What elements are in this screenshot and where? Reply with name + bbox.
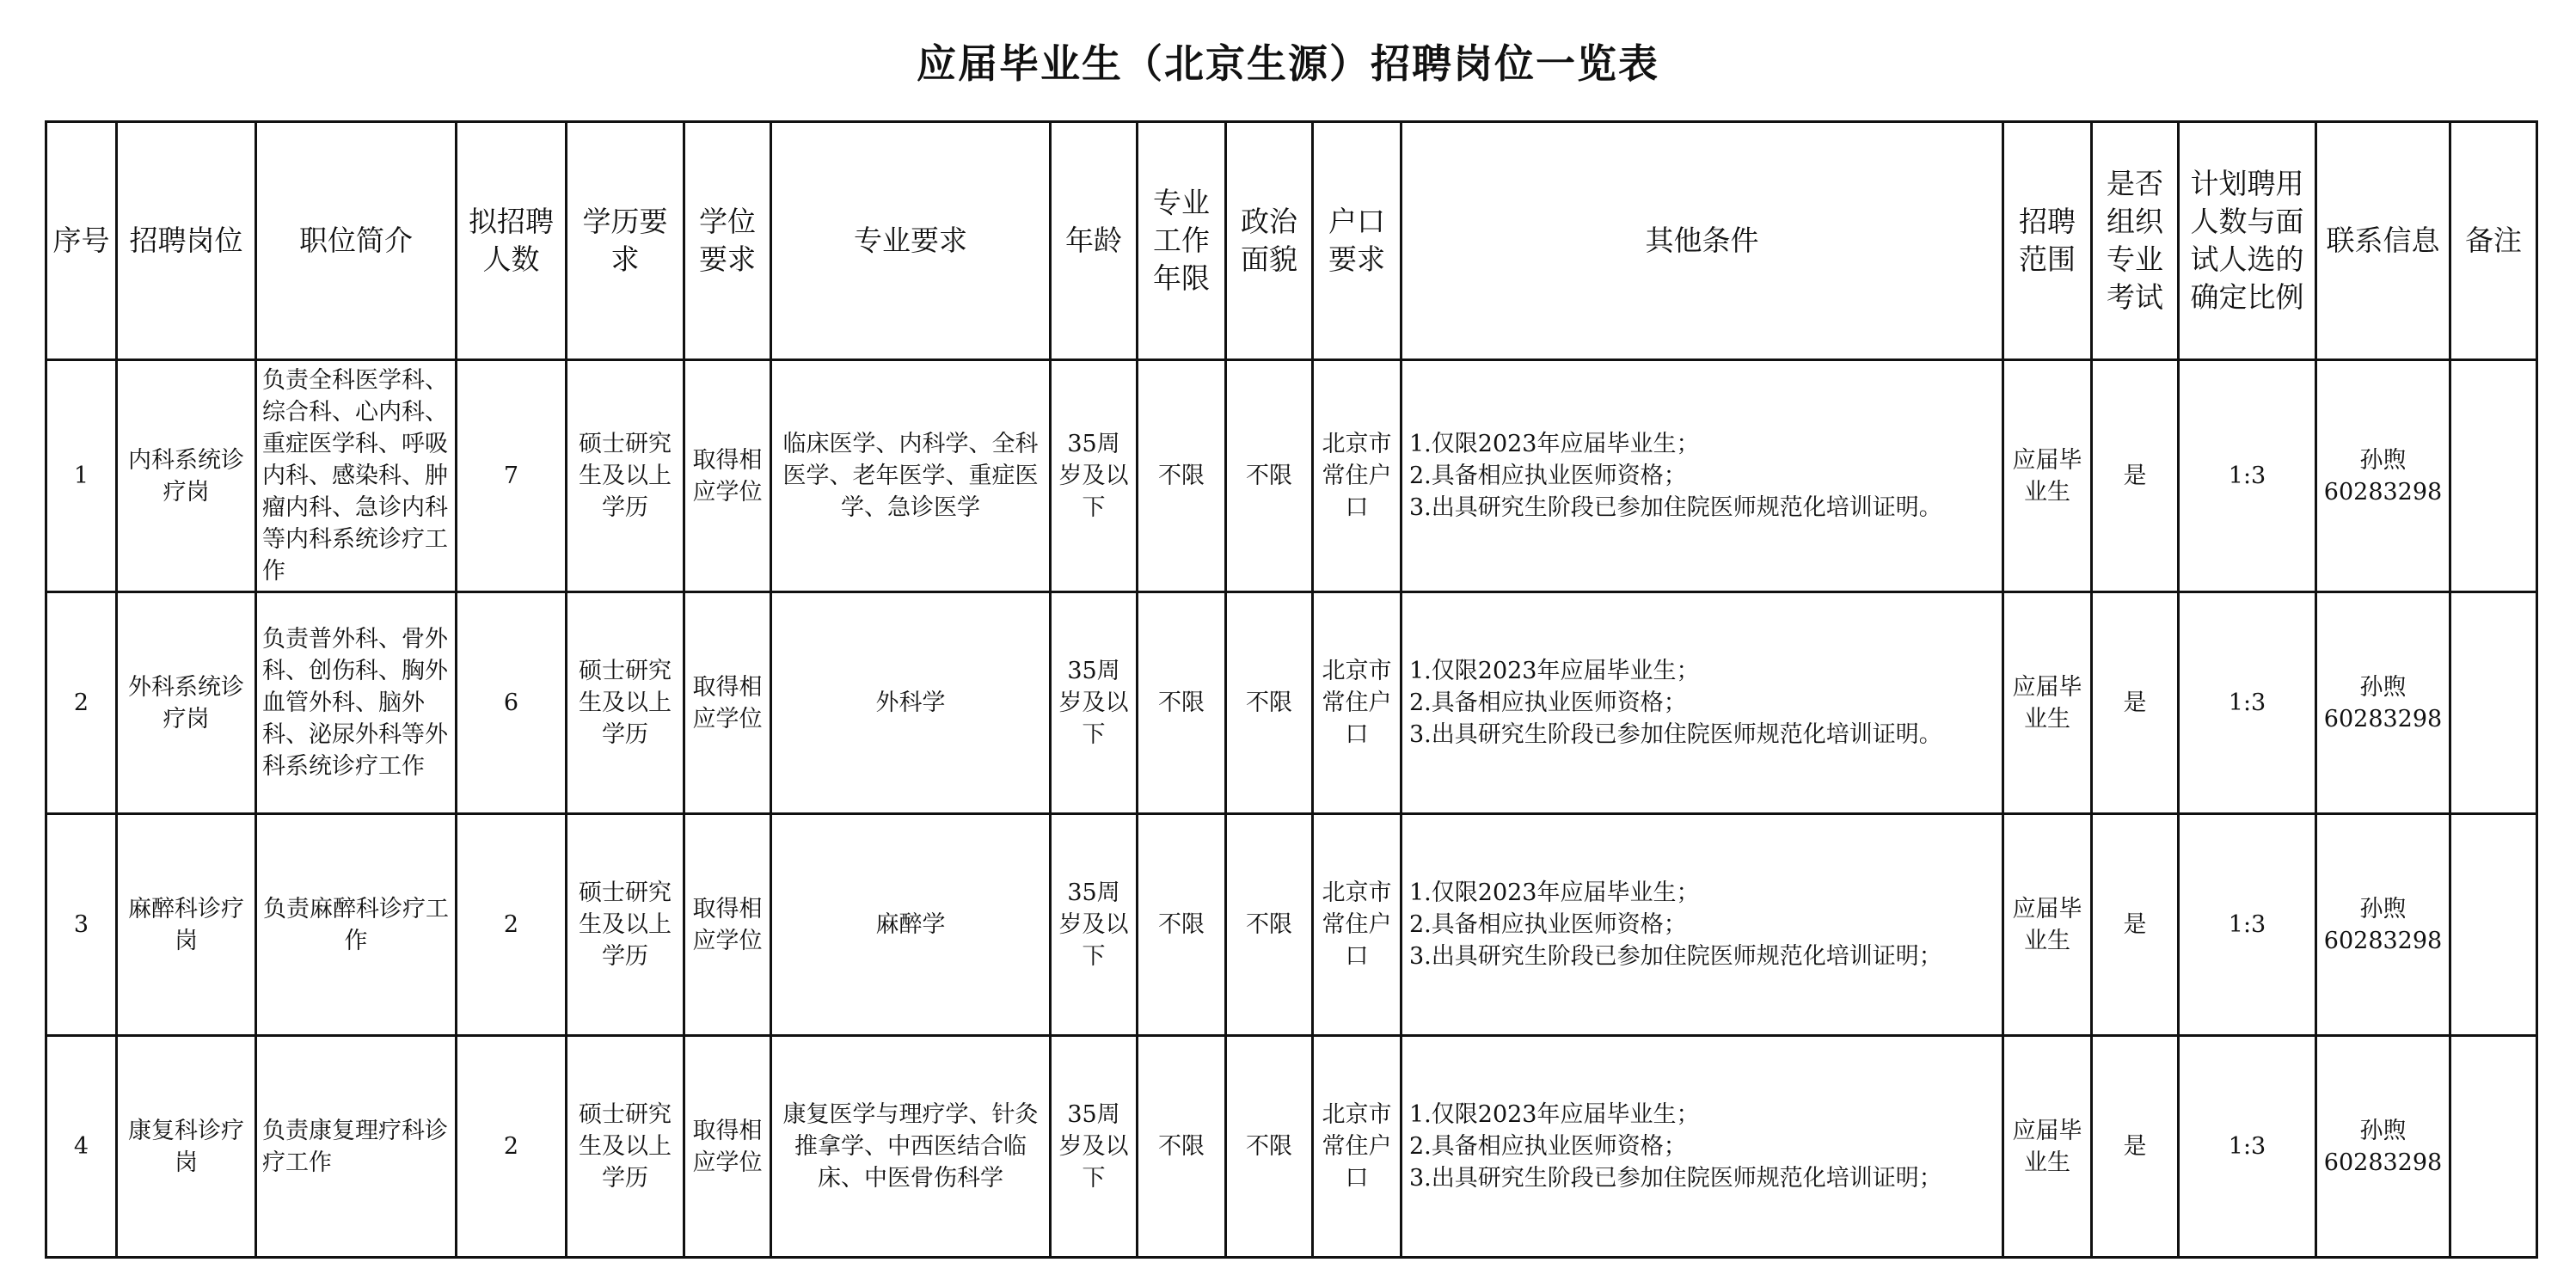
cell-political: 不限 bbox=[1226, 592, 1313, 814]
contact-name: 孙煦 bbox=[2359, 673, 2407, 701]
cell-seq: 4 bbox=[46, 1036, 117, 1258]
cell-contact bbox=[2316, 1036, 2450, 1258]
cell-hukou: 北京市常住户口 bbox=[1313, 592, 1401, 814]
contact-name: 孙煦 bbox=[2359, 446, 2407, 474]
cell-description: 负责康复理疗科诊疗工作 bbox=[256, 1036, 457, 1258]
header-row bbox=[46, 122, 2537, 360]
header-ratio: 计划聘用人数与面试人选的确定比例 bbox=[2179, 122, 2316, 360]
cell-ratio: 1:3 bbox=[2179, 1036, 2316, 1258]
cell-conditions: 1.仅限2023年应届毕业生； 2.具备相应执业医师资格； 3.出具研究生阶段已参加住院医师规范化培训证明。 bbox=[1401, 360, 2003, 592]
cell-degree: 取得相应学位 bbox=[684, 1036, 771, 1258]
cell-description: 负责全科医学科、综合科、心内科、重症医学科、呼吸内科、感染科、肿瘤内科、急诊内科等内科系统诊疗工作 bbox=[256, 360, 457, 592]
cell-contact bbox=[2316, 592, 2450, 814]
cell-age: 35周岁及以下 bbox=[1051, 1036, 1138, 1258]
cell-education: 硕士研究生及以上学历 bbox=[567, 360, 684, 592]
cell-conditions: 1.仅限2023年应届毕业生； 2.具备相应执业医师资格； 3.出具研究生阶段已参加住院医师规范化培训证明； bbox=[1401, 814, 2003, 1036]
cell-count: 2 bbox=[457, 1036, 567, 1258]
contact-name: 孙煦 bbox=[2359, 1117, 2407, 1144]
header-conditions: 其他条件 bbox=[1401, 122, 2003, 360]
cell-remark bbox=[2450, 1036, 2537, 1258]
header-age: 年龄 bbox=[1051, 122, 1138, 360]
header-degree: 学位要求 bbox=[684, 122, 771, 360]
contact-phone: 60283298 bbox=[2323, 478, 2443, 506]
header-work-years: 专业工作年限 bbox=[1138, 122, 1226, 360]
cell-major: 外科学 bbox=[771, 592, 1051, 814]
cell-description: 负责普外科、骨外科、创伤科、胸外血管外科、脑外科、泌尿外科等外科系统诊疗工作 bbox=[256, 592, 457, 814]
cell-scope: 应届毕业生 bbox=[2003, 360, 2092, 592]
cell-scope: 应届毕业生 bbox=[2003, 814, 2092, 1036]
page-title: 应届毕业生（北京生源）招聘岗位一览表 bbox=[917, 40, 1659, 87]
cell-contact bbox=[2316, 360, 2450, 592]
cell-degree: 取得相应学位 bbox=[684, 814, 771, 1036]
cell-count: 6 bbox=[457, 592, 567, 814]
header-remark: 备注 bbox=[2450, 122, 2537, 360]
cell-conditions: 1.仅限2023年应届毕业生； 2.具备相应执业医师资格； 3.出具研究生阶段已参加住院医师规范化培训证明。 bbox=[1401, 592, 2003, 814]
header-position: 招聘岗位 bbox=[117, 122, 256, 360]
job-table bbox=[45, 120, 2538, 1259]
header-major: 专业要求 bbox=[771, 122, 1051, 360]
header-education: 学历要求 bbox=[567, 122, 684, 360]
cell-degree: 取得相应学位 bbox=[684, 360, 771, 592]
cell-remark bbox=[2450, 814, 2537, 1036]
table-row bbox=[46, 1036, 2537, 1258]
header-scope: 招聘范围 bbox=[2003, 122, 2092, 360]
cell-scope: 应届毕业生 bbox=[2003, 1036, 2092, 1258]
cell-description: 负责麻醉科诊疗工作 bbox=[256, 814, 457, 1036]
cell-work-years: 不限 bbox=[1138, 1036, 1226, 1258]
cell-major: 临床医学、内科学、全科医学、老年医学、重症医学、急诊医学 bbox=[771, 360, 1051, 592]
cell-education: 硕士研究生及以上学历 bbox=[567, 592, 684, 814]
cell-remark bbox=[2450, 360, 2537, 592]
cell-conditions: 1.仅限2023年应届毕业生； 2.具备相应执业医师资格； 3.出具研究生阶段已参加住院医师规范化培训证明； bbox=[1401, 1036, 2003, 1258]
header-description: 职位简介 bbox=[256, 122, 457, 360]
header-seq: 序号 bbox=[46, 122, 117, 360]
cell-education: 硕士研究生及以上学历 bbox=[567, 814, 684, 1036]
cell-work-years: 不限 bbox=[1138, 360, 1226, 592]
cell-hukou: 北京市常住户口 bbox=[1313, 1036, 1401, 1258]
header-exam: 是否组织专业考试 bbox=[2092, 122, 2179, 360]
cell-seq: 1 bbox=[46, 360, 117, 592]
cell-work-years: 不限 bbox=[1138, 814, 1226, 1036]
cell-work-years: 不限 bbox=[1138, 592, 1226, 814]
cell-remark bbox=[2450, 592, 2537, 814]
cell-ratio: 1:3 bbox=[2179, 592, 2316, 814]
cell-count: 7 bbox=[457, 360, 567, 592]
contact-phone: 60283298 bbox=[2323, 927, 2443, 954]
contact-name: 孙煦 bbox=[2359, 895, 2407, 922]
table-row bbox=[46, 360, 2537, 592]
cell-scope: 应届毕业生 bbox=[2003, 592, 2092, 814]
header-hukou: 户口要求 bbox=[1313, 122, 1401, 360]
cell-ratio: 1:3 bbox=[2179, 360, 2316, 592]
cell-position: 康复科诊疗岗 bbox=[117, 1036, 256, 1258]
cell-age: 35周岁及以下 bbox=[1051, 360, 1138, 592]
cell-seq: 2 bbox=[46, 592, 117, 814]
cell-ratio: 1:3 bbox=[2179, 814, 2316, 1036]
cell-degree: 取得相应学位 bbox=[684, 592, 771, 814]
header-count: 拟招聘人数 bbox=[457, 122, 567, 360]
table-row bbox=[46, 814, 2537, 1036]
cell-exam: 是 bbox=[2092, 814, 2179, 1036]
cell-position: 外科系统诊疗岗 bbox=[117, 592, 256, 814]
cell-seq: 3 bbox=[46, 814, 117, 1036]
cell-education: 硕士研究生及以上学历 bbox=[567, 1036, 684, 1258]
cell-contact bbox=[2316, 814, 2450, 1036]
cell-position: 内科系统诊疗岗 bbox=[117, 360, 256, 592]
table-row bbox=[46, 592, 2537, 814]
cell-exam: 是 bbox=[2092, 360, 2179, 592]
cell-age: 35周岁及以下 bbox=[1051, 814, 1138, 1036]
cell-political: 不限 bbox=[1226, 360, 1313, 592]
header-contact: 联系信息 bbox=[2316, 122, 2450, 360]
cell-major: 康复医学与理疗学、针灸推拿学、中西医结合临床、中医骨伤科学 bbox=[771, 1036, 1051, 1258]
cell-age: 35周岁及以下 bbox=[1051, 592, 1138, 814]
contact-phone: 60283298 bbox=[2323, 1149, 2443, 1176]
cell-major: 麻醉学 bbox=[771, 814, 1051, 1036]
cell-position: 麻醉科诊疗岗 bbox=[117, 814, 256, 1036]
cell-exam: 是 bbox=[2092, 592, 2179, 814]
cell-political: 不限 bbox=[1226, 1036, 1313, 1258]
cell-political: 不限 bbox=[1226, 814, 1313, 1036]
cell-exam: 是 bbox=[2092, 1036, 2179, 1258]
cell-count: 2 bbox=[457, 814, 567, 1036]
cell-hukou: 北京市常住户口 bbox=[1313, 814, 1401, 1036]
contact-phone: 60283298 bbox=[2323, 705, 2443, 732]
header-political: 政治面貌 bbox=[1226, 122, 1313, 360]
cell-hukou: 北京市常住户口 bbox=[1313, 360, 1401, 592]
